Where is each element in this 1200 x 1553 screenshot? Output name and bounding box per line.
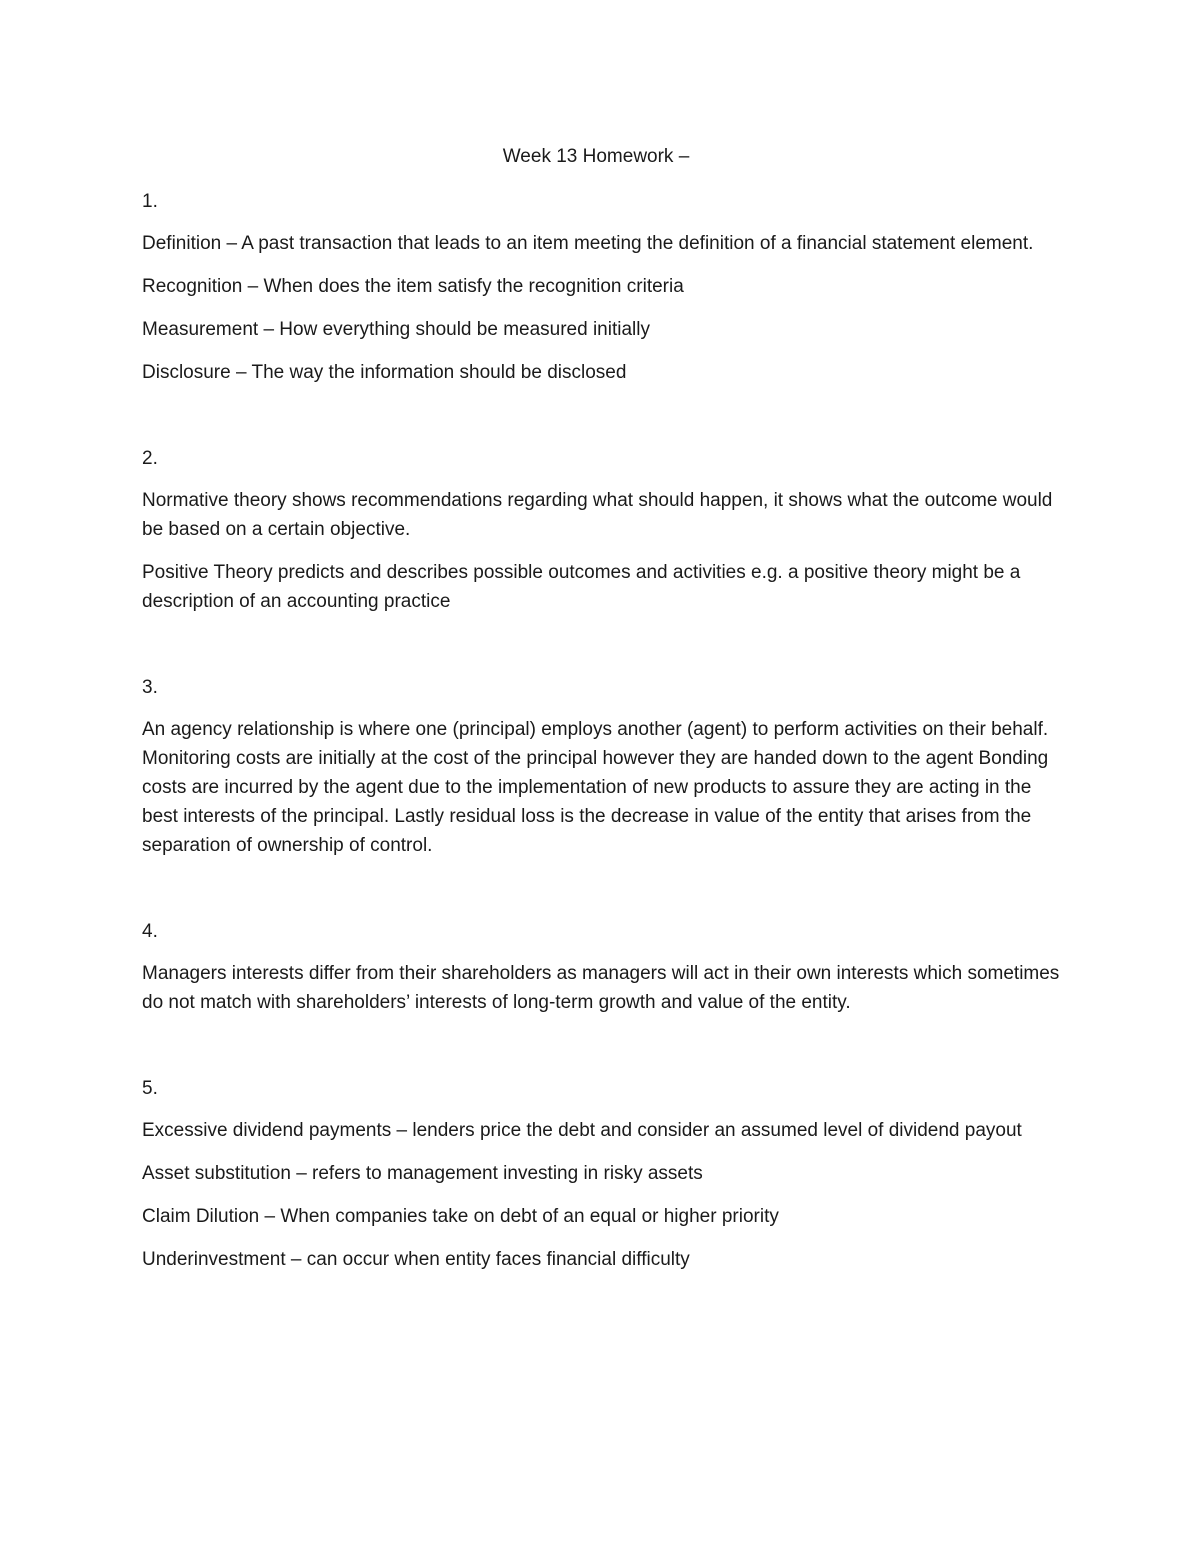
section-4 [142, 917, 1062, 1017]
document-body [142, 187, 1062, 1288]
section-number: 4. [142, 921, 158, 942]
section-number: 1. [142, 191, 158, 212]
paragraph: Measurement – How everything should be measured initially [142, 319, 650, 340]
section-spacer [142, 401, 1062, 444]
paragraph: Managers interests differ from their shareholders as managers will act in their own interests which sometimes do not match with shareholders’ interests of long-term growth and value of the entity. [142, 963, 1060, 1013]
paragraph: Normative theory shows recommendations regarding what should happen, it shows what the outcome would be based on a certain objective. [142, 490, 1053, 540]
section-number: 2. [142, 448, 158, 469]
paragraph: Excessive dividend payments – lenders price the debt and consider an assumed level of dividend payout [142, 1120, 1022, 1141]
paragraph: Definition – A past transaction that leads to an item meeting the definition of a financial statement element. [142, 233, 1034, 254]
paragraph: An agency relationship is where one (principal) employs another (agent) to perform activities on their behalf. Monitoring costs are initially at the cost of the principal however they are handed down to the agent Bonding costs are incurred by the agent due to the implementation of new products to assure they are acting in the best interests of the principal. Lastly residual loss is the decrease in value of the entity that arises from the separation of ownership of control. [142, 719, 1049, 856]
section-spacer [142, 1031, 1062, 1074]
paragraph: Recognition – When does the item satisfy the recognition criteria [142, 276, 684, 297]
section-spacer [142, 630, 1062, 673]
section-2 [142, 444, 1062, 616]
section-spacer [142, 874, 1062, 917]
paragraph: Asset substitution – refers to management investing in risky assets [142, 1163, 703, 1184]
section-number: 3. [142, 677, 158, 698]
section-1 [142, 187, 1062, 387]
section-3 [142, 673, 1062, 860]
paragraph: Claim Dilution – When companies take on debt of an equal or higher priority [142, 1206, 779, 1227]
section-5 [142, 1074, 1062, 1274]
section-number: 5. [142, 1078, 158, 1099]
paragraph: Positive Theory predicts and describes possible outcomes and activities e.g. a positive theory might be a description of an accounting practice [142, 562, 1021, 612]
document-title: Week 13 Homework – [502, 146, 690, 167]
paragraph: Disclosure – The way the information should be disclosed [142, 362, 627, 383]
paragraph: Underinvestment – can occur when entity faces financial difficulty [142, 1249, 690, 1270]
